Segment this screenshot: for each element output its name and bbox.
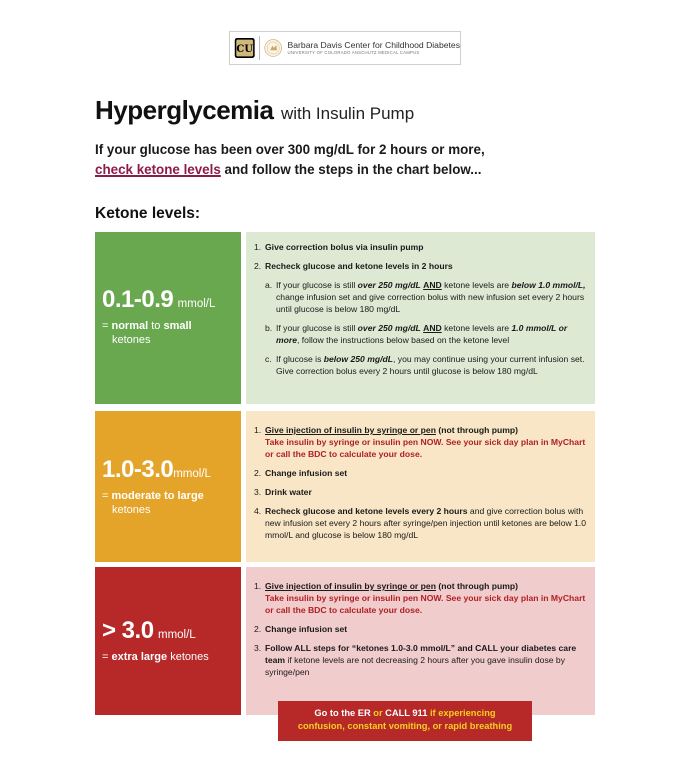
intro-line-2-rest: and follow the steps in the chart below... [220, 162, 482, 177]
level-range-unit: mmol/L [173, 468, 211, 480]
step-text: Recheck glucose and ketone levels in 2 hours [265, 261, 453, 271]
header-logo [229, 31, 461, 65]
level-severity: moderate to large [111, 490, 204, 502]
step-number: 3. [254, 643, 262, 653]
level-range-unit: mmol/L [158, 629, 196, 641]
level-box-high [95, 567, 241, 715]
svg-text:CU: CU [236, 43, 253, 55]
ketone-levels-heading: Ketone levels: [95, 205, 201, 222]
step-number: 2. [254, 624, 262, 634]
level-box-moderate [95, 411, 241, 562]
step-item [254, 424, 587, 460]
step-item [254, 642, 587, 678]
substep-text: If glucose is below 250 mg/dL, you may continue using your current infusion set. Give correction bolus every 2 hours until glucose is below 180 mg/dL [276, 354, 585, 376]
substep-letter: c. [265, 354, 272, 364]
level-desc-low [102, 319, 241, 347]
step-number: 2. [254, 468, 262, 478]
substep-letter: b. [265, 323, 273, 333]
step-number: 2. [254, 261, 262, 271]
intro-line-2 [95, 160, 575, 180]
level-desc-eq: = [102, 651, 112, 663]
level-desc-high [102, 650, 241, 664]
step-item [254, 241, 587, 253]
step-text: Recheck glucose and ketone levels every 2 hours and give correction bolus with new infusion set every 2 hours after syringe/pen injection until ketones are below 1.0 mmol/L and glucose is below 180 mg/dL [265, 506, 587, 540]
step-text: Give correction bolus via insulin pump [265, 242, 424, 252]
level-severity-2: small [163, 320, 192, 332]
step-number: 1. [254, 581, 262, 591]
step-text: Drink water [265, 487, 312, 497]
ketone-row-moderate [95, 411, 595, 562]
step-item [254, 486, 587, 498]
step-item [254, 505, 587, 541]
substep-letter: a. [265, 280, 273, 290]
level-desc-eq: = [102, 320, 112, 332]
logo-divider [259, 36, 260, 60]
level-severity: normal [111, 320, 149, 332]
level-range-high [102, 619, 241, 643]
level-range-value: > 3.0 [102, 617, 154, 644]
ketone-row-low [95, 232, 595, 404]
level-range-value: 1.0-3.0 [102, 456, 174, 483]
level-desc-noun: ketones [112, 334, 151, 346]
step-text: Give injection of insulin by syringe or pen (not through pump) Take insulin by syringe or insulin pen NOW. See your sick day plan in MyChart or call the BDC to calculate your dose. [265, 425, 586, 459]
step-item [254, 260, 587, 272]
level-desc-eq: = [102, 490, 112, 502]
intro-text [95, 140, 575, 180]
level-desc-noun: ketones [112, 504, 151, 516]
org-subtitle: UNIVERSITY OF COLORADO ANSCHUTZ MEDICAL CAMPUS [287, 50, 420, 56]
title-sub: with Insulin Pump [280, 104, 415, 123]
step-number: 1. [254, 242, 262, 252]
level-desc-moderate [102, 489, 241, 517]
step-item [254, 623, 587, 635]
level-range-value: 0.1-0.9 [102, 286, 174, 313]
step-number: 4. [254, 506, 262, 516]
steps-box-high [246, 567, 595, 715]
title-main: Hyperglycemia [95, 95, 274, 125]
step-text: Give injection of insulin by syringe or pen (not through pump) Take insulin by syringe or insulin pen NOW. See your sick day plan in MyChart or call the BDC to calculate your dose. [265, 581, 586, 615]
emergency-callout [278, 701, 532, 741]
step-item [254, 467, 587, 479]
substep-text: If your glucose is still over 250 mg/dL AND ketone levels are below 1.0 mmol/L, change infusion set and give correction bolus with new infusion set every 2 hours until glucose is below 180 mg/dL [276, 280, 586, 314]
step-text: Follow ALL steps for “ketones 1.0-3.0 mmol/L” and CALL your diabetes care team if ketone levels are not decreasing 2 hours after you gave insulin dose by syringe/pen [265, 643, 577, 677]
step-text: Change infusion set [265, 468, 348, 478]
substep-item [265, 353, 587, 377]
level-range-moderate [102, 458, 241, 482]
org-name: Barbara Davis Center for Childhood Diabetes [287, 39, 460, 50]
step-number: 1. [254, 425, 262, 435]
check-ketone-levels-link[interactable]: check ketone levels [95, 162, 221, 177]
level-desc-to: to [148, 320, 164, 332]
level-severity: extra large [111, 651, 168, 663]
level-range-unit: mmol/L [177, 298, 216, 310]
level-box-low [95, 232, 241, 404]
substep-text: If your glucose is still over 250 mg/dL AND ketone levels are 1.0 mmol/L or more, follow the instructions below based on the ketone level [276, 323, 568, 345]
steps-box-moderate [246, 411, 595, 562]
bdc-seal-icon [264, 36, 282, 60]
emergency-line-2: confusion, constant vomiting, or rapid breathing [297, 721, 513, 731]
steps-box-low [246, 232, 595, 404]
step-text: Change infusion set [265, 624, 348, 634]
level-desc-noun: ketones [167, 651, 209, 663]
level-range-low [102, 288, 241, 312]
step-item [254, 580, 587, 616]
step-number: 3. [254, 487, 262, 497]
page-title [95, 95, 414, 126]
substep-item [265, 322, 587, 346]
cu-logo-icon [234, 34, 255, 62]
org-name-block [288, 41, 460, 56]
ketone-row-high [95, 567, 595, 715]
emergency-line-1: Go to the ER or CALL 911 if experiencing [314, 708, 496, 718]
intro-line-1: If your glucose has been over 300 mg/dL for 2 hours or more, [95, 142, 485, 157]
substep-item [265, 279, 587, 315]
